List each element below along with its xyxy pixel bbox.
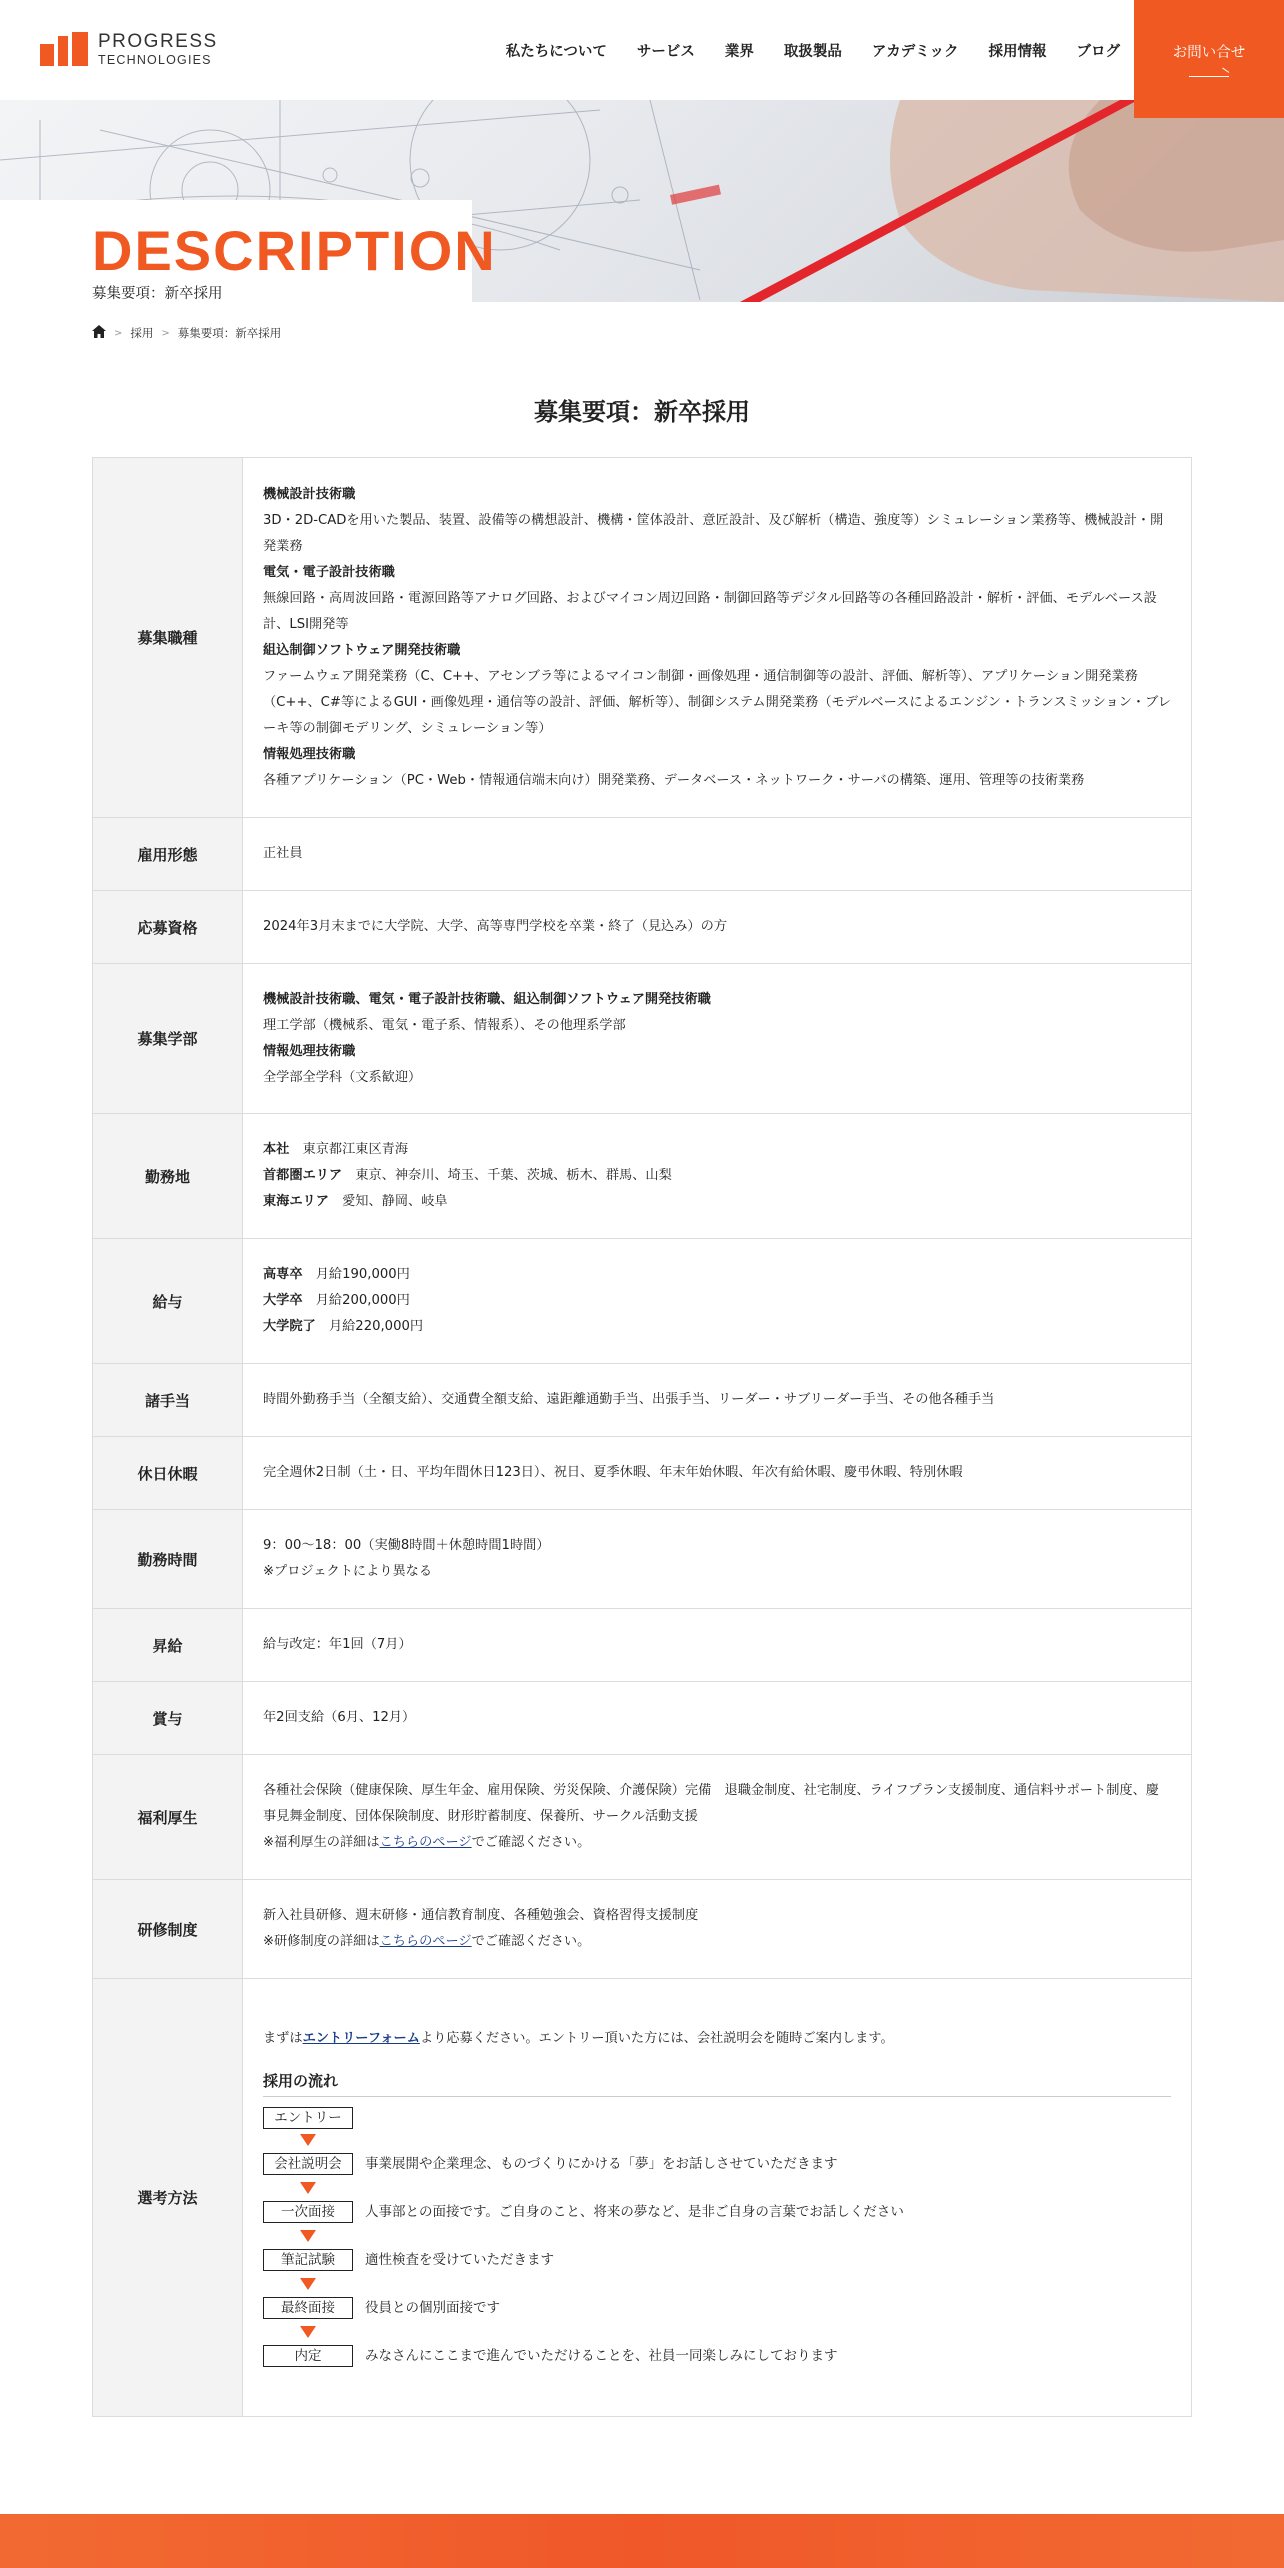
flow-step-box: 一次面接 [263, 2201, 353, 2223]
row-value: まずはエントリーフォームより応募ください。エントリー頂いた方には、会社説明会を随時ご案内します。 採用の流れ エントリー 会社説明会 事業展開や企業理念、ものづくりにかける「夢」をお話しさせていただきます 一次面接 人事部との面接です。ご自身のこと、将来の夢など、是非ご自身の言葉でお話しください 筆記試験 適性検査を受けていただきます 最終面接 役員との個別面接です 内定 みなさんにここまで進んでいただけることを、社員一同楽しみにしております [243, 1979, 1192, 2417]
nav-academic[interactable]: アカデミック [871, 44, 959, 60]
flow-step-desc: 人事部との面接です。ご自身のこと、将来の夢など、是非ご自身の言葉でお話しください [365, 2204, 904, 2220]
salary-key: 大学院了 [263, 1319, 316, 1334]
flow-step-desc: 事業展開や企業理念、ものづくりにかける「夢」をお話しさせていただきます [365, 2156, 838, 2172]
row-header: 休日休暇 [93, 1437, 243, 1510]
breadcrumb [92, 325, 281, 341]
flow-step-desc: 適性検査を受けていただきます [365, 2252, 554, 2268]
job-type-desc: 無線回路・高周波回路・電源回路等アナログ回路、およびマイコン周辺回路・制御回路等デジタル回路等の各種回路設計・解析・評価、モデルベース設計、LSI開発等 [263, 590, 1157, 632]
hours-line: 9：00〜18：00（実働8時間＋休憩時間1時間） [263, 1538, 550, 1553]
breadcrumb-current: 募集要項：新卒採用 [177, 326, 282, 340]
hero-title: DESCRIPTION [92, 219, 497, 282]
nav-products[interactable]: 取扱製品 [783, 44, 842, 60]
table-row [93, 458, 1192, 818]
row-value: 給与改定：年1回（7月） [243, 1609, 1192, 1682]
training-text: 新入社員研修、週末研修・通信教育制度、各種勉強会、資格習得支援制度 [263, 1908, 699, 1923]
table-row [93, 1755, 1192, 1880]
row-header: 給与 [93, 1239, 243, 1364]
table-row [93, 1364, 1192, 1437]
arrow-right-icon [1189, 76, 1229, 77]
job-type-desc: 各種アプリケーション（PC・Web・情報通信端末向け）開発業務、データベース・ネットワーク・サーバの構築、運用、管理等の技術業務 [263, 772, 1085, 788]
table-row [93, 1437, 1192, 1510]
footer-banner [0, 2514, 1284, 2568]
salary-key: 大学卒 [263, 1293, 303, 1308]
row-header: 諸手当 [93, 1364, 243, 1437]
chevron-right-icon: > [161, 327, 170, 339]
location-value: 東京、神奈川、埼玉、千葉、茨城、栃木、群馬、山梨 [355, 1168, 672, 1183]
flow-step [263, 2199, 1171, 2225]
location-value: 愛知、静岡、岐阜 [342, 1194, 448, 1209]
location-key: 本社 [263, 1142, 290, 1157]
row-value: 完全週休2日制（土・日、平均年間休日123日）、祝日、夏季休暇、年末年始休暇、年次有給休暇、慶弔休暇、特別休暇 [243, 1437, 1192, 1510]
flow-step-desc: みなさんにここまで進んでいただけることを、社員一同楽しみにしております [365, 2348, 838, 2364]
nav-industries[interactable]: 業界 [724, 44, 754, 60]
flow-step-box: 筆記試験 [263, 2249, 353, 2271]
home-icon[interactable] [92, 325, 106, 341]
flow-step-box: エントリー [263, 2107, 353, 2129]
flow-step [263, 2107, 1171, 2129]
job-type-title: 組込制御ソフトウェア開発技術職 [263, 642, 461, 658]
flow-step [263, 2247, 1171, 2273]
flow-step-box: 内定 [263, 2345, 353, 2367]
faculty-group-title: 機械設計技術職、電気・電子設計技術職、組込制御ソフトウェア開発技術職 [263, 991, 711, 1007]
row-value [243, 1114, 1192, 1239]
row-header: 募集学部 [93, 964, 243, 1114]
row-header: 勤務時間 [93, 1510, 243, 1609]
recruitment-flow [263, 2107, 1171, 2369]
table-row [93, 1510, 1192, 1609]
location-value: 東京都江東区青海 [302, 1142, 409, 1157]
triangle-down-icon [300, 2278, 316, 2290]
salary-key: 高専卒 [263, 1267, 303, 1282]
salary-value: 月給200,000円 [315, 1293, 410, 1308]
row-value: 新入社員研修、週末研修・通信教育制度、各種勉強会、資格習得支援制度 ※研修制度の詳細はこちらのページでご確認ください。 [243, 1880, 1192, 1979]
hero-subtitle: 募集要項：新卒採用 [92, 286, 223, 302]
welfare-details-link[interactable]: こちらのページ [379, 1835, 472, 1850]
triangle-down-icon [300, 2182, 316, 2194]
table-row [93, 964, 1192, 1114]
table-row [93, 818, 1192, 891]
row-value: 時間外勤務手当（全額支給）、交通費全額支給、遠距離通勤手当、出張手当、リーダー・サブリーダー手当、その他各種手当 [243, 1364, 1192, 1437]
site-logo[interactable] [40, 32, 218, 67]
row-header: 昇給 [93, 1609, 243, 1682]
page-title: 募集要項：新卒採用 [534, 398, 750, 426]
table-row [93, 1682, 1192, 1755]
flow-step-box: 会社説明会 [263, 2153, 353, 2175]
job-type-desc: ファームウェア開発業務（C、C++、アセンブラ等によるマイコン制御・画像処理・通信制御等の設計、評価、解析等）、アプリケーション開発業務（C++、C#等によるGUI・画像処理・通信等の設計、評価、解析等）、制御システム開発業務（モデルベースによるエンジン・トランスミッション・ブレーキ等の制御モデリング、シミュレーション等） [263, 668, 1171, 736]
row-value: 正社員 [243, 818, 1192, 891]
flow-title: 採用の流れ [263, 2068, 1171, 2097]
breadcrumb-recruit[interactable]: 採用 [130, 326, 154, 340]
row-header: 福利厚生 [93, 1755, 243, 1880]
flow-step [263, 2343, 1171, 2369]
flow-step [263, 2295, 1171, 2321]
table-row [93, 1114, 1192, 1239]
row-header: 賞与 [93, 1682, 243, 1755]
logo-line1: PROGRESS [98, 31, 218, 52]
triangle-down-icon [300, 2326, 316, 2338]
logo-mark-icon [40, 32, 88, 66]
entry-form-link[interactable]: エントリーフォーム [302, 2031, 420, 2046]
flow-step-box: 最終面接 [263, 2297, 353, 2319]
faculty-group-value: 理工学部（機械系、電気・電子系、情報系）、その他理系学部 [263, 1017, 626, 1033]
salary-value: 月給190,000円 [315, 1267, 410, 1282]
nav-blog[interactable]: ブログ [1076, 44, 1120, 60]
faculty-group-title: 情報処理技術職 [263, 1043, 356, 1059]
welfare-text: 各種社会保険（健康保険、厚生年金、雇用保険、労災保険、介護保険）完備 退職金制度、社宅制度、ライフプラン支援制度、通信料サポート制度、慶事見舞金制度、団体保険制度、財形貯蓄制度、保養所、サークル活動支援 [263, 1783, 1159, 1824]
table-row [93, 1609, 1192, 1682]
triangle-down-icon [300, 2230, 316, 2242]
table-row [93, 1979, 1192, 2417]
row-value: 年2回支給（6月、12月） [243, 1682, 1192, 1755]
row-header: 勤務地 [93, 1114, 243, 1239]
hours-note: ※プロジェクトにより異なる [263, 1564, 433, 1579]
job-type-title: 電気・電子設計技術職 [263, 564, 395, 580]
table-row [93, 1239, 1192, 1364]
contact-button-label: お問い合せ [1172, 45, 1246, 61]
flow-step [263, 2151, 1171, 2177]
row-value [243, 1239, 1192, 1364]
row-header: 雇用形態 [93, 818, 243, 891]
training-details-link[interactable]: こちらのページ [379, 1934, 472, 1949]
chevron-right-icon: > [114, 327, 123, 339]
logo-line2: TECHNOLOGIES [98, 53, 212, 67]
row-value: 2024年3月末までに大学院、大学、高等専門学校を卒業・終了（見込み）の方 [243, 891, 1192, 964]
row-header: 応募資格 [93, 891, 243, 964]
row-header: 研修制度 [93, 1880, 243, 1979]
row-value [243, 1510, 1192, 1609]
row-value: 各種社会保険（健康保険、厚生年金、雇用保険、労災保険、介護保険）完備 退職金制度、社宅制度、ライフプラン支援制度、通信料サポート制度、慶事見舞金制度、団体保険制度、財形貯蓄制度、保養所、サークル活動支援 ※福利厚生の詳細はこちらのページでご確認ください。 [243, 1755, 1192, 1880]
site-header [0, 0, 1284, 100]
triangle-down-icon [300, 2134, 316, 2146]
main-nav [506, 40, 1120, 61]
table-row [93, 1880, 1192, 1979]
row-value [243, 964, 1192, 1114]
salary-value: 月給220,000円 [328, 1319, 424, 1334]
contact-button[interactable] [1134, 0, 1284, 118]
job-type-title: 情報処理技術職 [263, 746, 356, 762]
table-row [93, 891, 1192, 964]
faculty-group-value: 全学部全学科（文系歓迎） [263, 1069, 422, 1085]
nav-services[interactable]: サービス [636, 44, 695, 60]
row-value [243, 458, 1192, 818]
location-key: 首都圏エリア [263, 1168, 343, 1183]
location-key: 東海エリア [263, 1194, 329, 1209]
nav-recruit[interactable]: 採用情報 [988, 44, 1047, 60]
row-header: 選考方法 [93, 1979, 243, 2417]
row-header: 募集職種 [93, 458, 243, 818]
job-type-desc: 3D・2D-CADを用いた製品、装置、設備等の構想設計、機構・筐体設計、意匠設計、及び解析（構造、強度等）シミュレーション業務等、機械設計・開発業務 [263, 512, 1164, 554]
flow-step-desc: 役員との個別面接です [365, 2300, 500, 2316]
job-type-title: 機械設計技術職 [263, 486, 356, 502]
nav-about[interactable]: 私たちについて [505, 44, 607, 60]
requirements-table [92, 457, 1192, 2417]
